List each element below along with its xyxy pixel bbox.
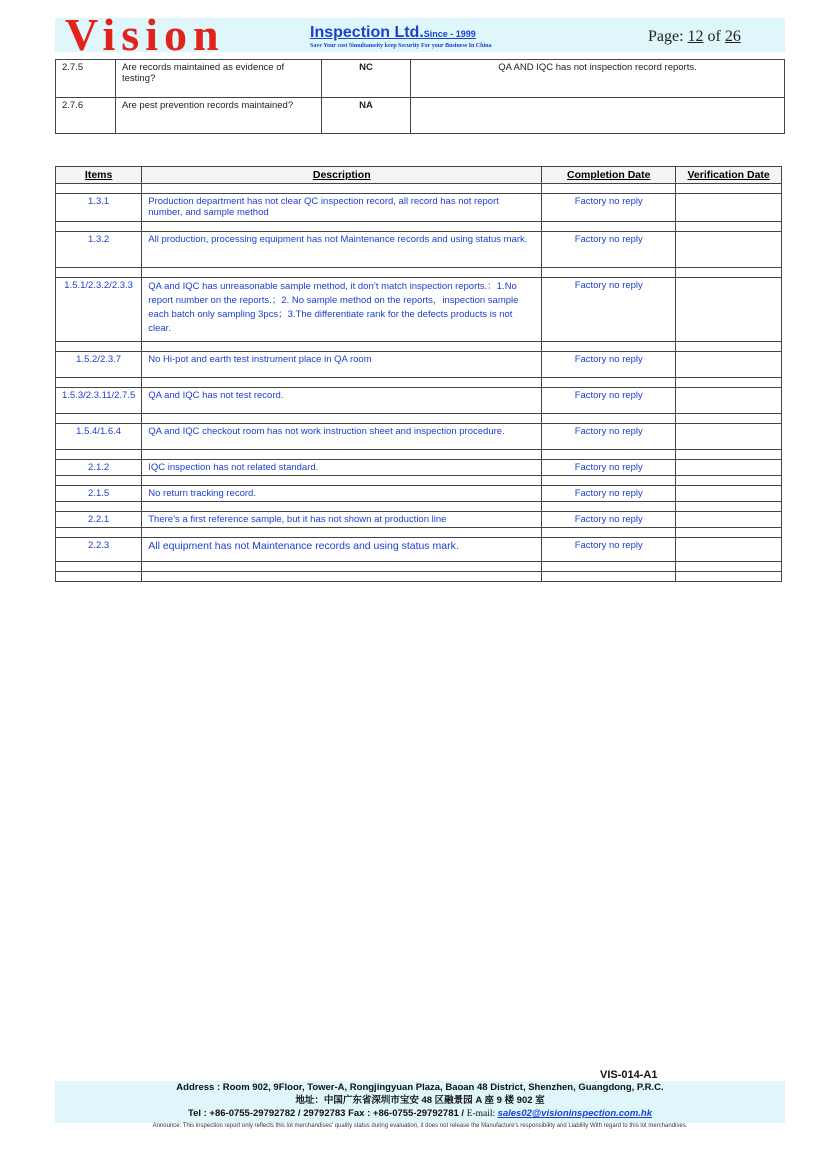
table-row bbox=[56, 512, 782, 528]
column-header-description: Description bbox=[142, 167, 542, 184]
finding-item: 2.2.3 bbox=[56, 538, 142, 562]
finding-verification bbox=[676, 486, 782, 502]
finding-completion: Factory no reply bbox=[542, 388, 676, 414]
checklist-comment: QA AND IQC has not inspection record reports. bbox=[411, 60, 785, 98]
finding-description: QA and IQC has not test record. bbox=[142, 388, 542, 414]
spacer-row bbox=[56, 268, 782, 278]
table-row bbox=[56, 460, 782, 476]
finding-verification bbox=[676, 460, 782, 476]
finding-completion: Factory no reply bbox=[542, 512, 676, 528]
finding-verification bbox=[676, 424, 782, 450]
finding-item: 1.5.4/1.6.4 bbox=[56, 424, 142, 450]
table-header-row bbox=[56, 167, 782, 184]
table-row bbox=[56, 486, 782, 502]
spacer-row bbox=[56, 572, 782, 582]
page-footer bbox=[55, 1081, 785, 1123]
column-header-verification-date: Verification Date bbox=[676, 167, 782, 184]
finding-description: No return tracking record. bbox=[142, 486, 542, 502]
finding-completion: Factory no reply bbox=[542, 486, 676, 502]
finding-verification bbox=[676, 352, 782, 378]
finding-completion: Factory no reply bbox=[542, 460, 676, 476]
checklist-table bbox=[55, 59, 785, 134]
checklist-result: NA bbox=[322, 98, 411, 134]
footer-address-en: Address : Room 902, 9Floor, Tower-A, Rongjingyuan Plaza, Baoan 48 District, Shenzhen, Guangdong, P.R.C. bbox=[176, 1082, 664, 1093]
company-name: Inspection Ltd.Since - 1999 bbox=[310, 24, 476, 41]
table-row bbox=[56, 388, 782, 414]
checklist-question: Are records maintained as evidence of testing? bbox=[116, 60, 322, 98]
finding-verification bbox=[676, 278, 782, 342]
table-row bbox=[56, 98, 785, 134]
finding-item: 1.5.2/2.3.7 bbox=[56, 352, 142, 378]
findings-table bbox=[55, 166, 782, 582]
table-row bbox=[56, 538, 782, 562]
checklist-question: Are pest prevention records maintained? bbox=[116, 98, 322, 134]
table-row bbox=[56, 60, 785, 98]
page-number: Page: 12 of 26 bbox=[648, 28, 741, 45]
finding-description: QA and IQC checkout room has not work instruction sheet and inspection procedure. bbox=[142, 424, 542, 450]
finding-item: 2.1.2 bbox=[56, 460, 142, 476]
finding-verification bbox=[676, 512, 782, 528]
company-logo: Vision bbox=[65, 9, 225, 60]
table-row bbox=[56, 424, 782, 450]
finding-description: IQC inspection has not related standard. bbox=[142, 460, 542, 476]
spacer-row bbox=[56, 502, 782, 512]
finding-item: 1.5.1/2.3.2/2.3.3 bbox=[56, 278, 142, 342]
email-link[interactable]: sales02@visioninspection.com.hk bbox=[497, 1108, 653, 1119]
finding-item: 1.3.2 bbox=[56, 232, 142, 268]
finding-item: 2.2.1 bbox=[56, 512, 142, 528]
finding-completion: Factory no reply bbox=[542, 538, 676, 562]
finding-completion: Factory no reply bbox=[542, 194, 676, 222]
footer-contact: Tel : +86-0755-29792782 / 29792783 Fax : +86-0755-29792781 / E-mail: sales02@visioninspection.com.hk bbox=[187, 1108, 653, 1119]
column-header-completion-date: Completion Date bbox=[542, 167, 676, 184]
spacer-row bbox=[56, 476, 782, 486]
finding-item: 1.3.1 bbox=[56, 194, 142, 222]
spacer-row bbox=[56, 222, 782, 232]
finding-completion: Factory no reply bbox=[542, 424, 676, 450]
spacer-row bbox=[56, 414, 782, 424]
table-row bbox=[56, 278, 782, 342]
finding-item: 1.5.3/2.3.11/2.7.5 bbox=[56, 388, 142, 414]
checklist-no: 2.7.5 bbox=[56, 60, 116, 98]
spacer-row bbox=[56, 342, 782, 352]
spacer-row bbox=[56, 184, 782, 194]
document-code: VIS-014-A1 bbox=[600, 1069, 658, 1081]
finding-description: There’s a first reference sample, but it has not shown at production line bbox=[142, 512, 542, 528]
finding-description: Production department has not clear QC inspection record, all record has not report number, and sample method bbox=[142, 194, 542, 222]
table-row bbox=[56, 194, 782, 222]
footer-address-cn: 地址：中国广东省深圳市宝安 48 区融景园 A 座 9 楼 902 室 bbox=[295, 1095, 545, 1106]
spacer-row bbox=[56, 450, 782, 460]
finding-verification bbox=[676, 388, 782, 414]
company-since: Since - 1999 bbox=[423, 29, 476, 39]
finding-description: All equipment has not Maintenance records and using status mark. bbox=[142, 538, 542, 562]
spacer-row bbox=[56, 528, 782, 538]
spacer-row bbox=[56, 562, 782, 572]
column-header-items: Items bbox=[56, 167, 142, 184]
finding-description: QA and IQC has unreasonable sample method, it don’t match inspection reports.：1.No report number on the reports.；2. No sample method on the reports，inspection sample each batch only sampling 3pcs；3.The differentiate rank for the defects products is not clear. bbox=[142, 278, 542, 342]
finding-completion: Factory no reply bbox=[542, 232, 676, 268]
finding-verification bbox=[676, 194, 782, 222]
checklist-result: NC bbox=[322, 60, 411, 98]
footer-announcement: Announce: This inspection report only reflects this lot merchandises' quality status during evaluation, it does not release the Manufacture's responsibility and Liability With regard to this lot merchandises. bbox=[152, 1123, 688, 1129]
table-row bbox=[56, 232, 782, 268]
finding-item: 2.1.5 bbox=[56, 486, 142, 502]
finding-verification bbox=[676, 232, 782, 268]
spacer-row bbox=[56, 378, 782, 388]
finding-description: All production, processing equipment has not Maintenance records and using status mark. bbox=[142, 232, 542, 268]
checklist-no: 2.7.6 bbox=[56, 98, 116, 134]
table-row bbox=[56, 352, 782, 378]
finding-verification bbox=[676, 538, 782, 562]
checklist-comment bbox=[411, 98, 785, 134]
finding-completion: Factory no reply bbox=[542, 278, 676, 342]
finding-description: No Hi-pot and earth test instrument place in QA room bbox=[142, 352, 542, 378]
page-header bbox=[55, 9, 785, 60]
finding-completion: Factory no reply bbox=[542, 352, 676, 378]
company-slogan: Save Your cost Simultameity keep Security For your Business In China bbox=[310, 43, 492, 49]
